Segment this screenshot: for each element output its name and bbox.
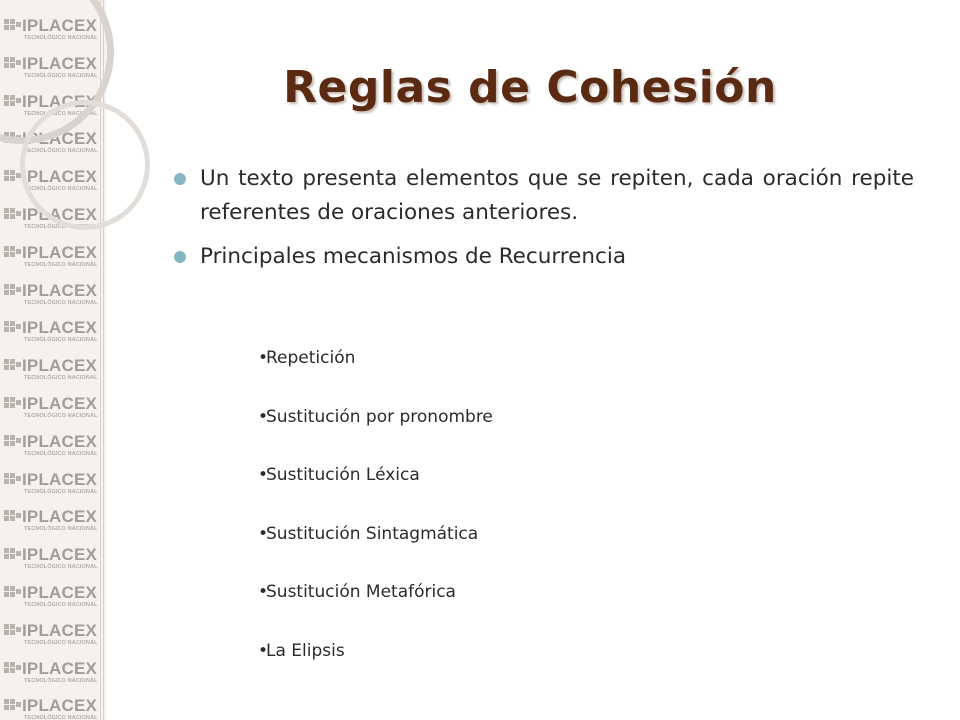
- brand-logo-text: IPLACEX: [22, 356, 98, 376]
- brand-logo-icon: [4, 624, 20, 638]
- brand-logo-text: IPLACEX: [22, 205, 98, 224]
- slide-title: Reglas de Cohesión: [283, 62, 777, 113]
- brand-logo-subtext: TECNOLÓGICO NACIONAL: [24, 639, 98, 646]
- brand-logo-text: IPLACEX: [22, 242, 98, 262]
- brand-logo-text: IPLACEX: [22, 545, 98, 565]
- brand-logo-subtext: TECNOLÓGICO NACIONAL: [24, 375, 98, 382]
- brand-logo-subtext: TECNOLÓGICO NACIONAL: [24, 564, 98, 571]
- list-item: [258, 346, 493, 405]
- brand-logo-icon: [4, 284, 20, 298]
- brand-logo-icon: [4, 321, 20, 335]
- list-item: [258, 522, 493, 581]
- brand-logo-text: IPLACEX: [22, 129, 98, 149]
- brand-logo-watermark: [2, 621, 104, 657]
- brand-logo-text: IPLACEX: [22, 280, 98, 300]
- sub-bullet-symbol: •: [258, 348, 269, 368]
- brand-logo-icon: [4, 510, 20, 524]
- brand-logo-subtext: TECNOLÓGICO NACIONAL: [24, 450, 98, 457]
- brand-logo-icon: [4, 662, 20, 676]
- brand-logo-text: IPLACEX: [22, 318, 98, 338]
- list-item: [258, 639, 493, 698]
- brand-logo-text: IPLACEX: [22, 469, 98, 489]
- bullet-dot-icon: [174, 173, 186, 185]
- sub-bullet-symbol: •: [258, 640, 269, 661]
- brand-logo-subtext: TECNOLÓGICO NACIONAL: [24, 148, 98, 155]
- brand-logo-subtext: TECNOLÓGICO NACIONAL: [24, 299, 98, 306]
- brand-logo-subtext: TECNOLÓGICO NACIONAL: [24, 715, 98, 720]
- brand-logo-icon: [4, 208, 20, 222]
- brand-logo-subtext: TECNOLÓGICO NACIONAL: [24, 72, 98, 79]
- recurrence-mechanism-list: [258, 346, 493, 697]
- bullet-text: Principales mecanismos de Recurrencia: [200, 244, 626, 269]
- brand-logo-text: IPLACEX: [22, 583, 98, 602]
- brand-logo-subtext: TECNOLÓGICO NACIONAL: [24, 337, 98, 344]
- bullet-text: Un texto presenta elementos que se repiten, cada oración repite referentes de oraciones anteriores.: [200, 166, 914, 225]
- brand-logo-watermark: [2, 659, 104, 695]
- brand-logo-subtext: TECNOLÓGICO NACIONAL: [24, 186, 98, 193]
- list-item: [258, 405, 493, 464]
- brand-logo-subtext: TECNOLÓGICO NACIONAL: [24, 602, 98, 608]
- brand-logo-text: IPLACEX: [22, 658, 98, 678]
- brand-logo-watermark: [2, 583, 104, 619]
- list-item-text: La Elipsis: [266, 640, 345, 661]
- list-item-text: Sustitución Metafórica: [266, 582, 456, 602]
- brand-logo-subtext: TECNOLÓGICO NACIONAL: [24, 526, 98, 533]
- brand-logo-icon: [4, 170, 20, 184]
- brand-logo-icon: [4, 397, 20, 411]
- list-item-text: Repetición: [266, 348, 356, 368]
- brand-logo-text: IPLACEX: [22, 91, 98, 111]
- brand-logo-icon: [4, 246, 20, 260]
- brand-logo-text: IPLACEX: [22, 620, 98, 640]
- brand-logo-subtext: TECNOLÓGICO NACIONAL: [24, 677, 98, 684]
- brand-logo-text: IPLACEX: [22, 16, 98, 35]
- list-item-text: Sustitución Léxica: [266, 465, 420, 485]
- brand-logo-icon: [4, 548, 20, 562]
- decorative-ring: [20, 100, 150, 230]
- brand-logo-subtext: TECNOLÓGICO NACIONAL: [24, 413, 98, 419]
- sub-bullet-symbol: •: [258, 465, 269, 485]
- brand-logo-watermark: [2, 394, 104, 430]
- brand-logo-text: IPLACEX: [22, 167, 98, 187]
- bullet-item: [172, 162, 914, 230]
- brand-logo-text: IPLACEX: [22, 53, 98, 73]
- brand-logo-icon: [4, 699, 20, 713]
- brand-logo-icon: [4, 359, 20, 373]
- brand-logo-watermark: [2, 470, 104, 506]
- brand-logo-text: IPLACEX: [22, 431, 98, 451]
- bullet-item: [172, 240, 914, 274]
- list-item: [258, 463, 493, 522]
- list-item-text: Sustitución por pronombre: [266, 406, 493, 427]
- brand-logo-watermark: [2, 696, 104, 720]
- list-item-text: Sustitución Sintagmática: [266, 523, 479, 544]
- brand-logo-icon: [4, 435, 20, 449]
- brand-logo-watermark: [2, 243, 104, 279]
- brand-logo-icon: [4, 586, 20, 600]
- brand-logo-watermark: [2, 545, 104, 581]
- sub-bullet-symbol: •: [258, 582, 269, 602]
- brand-logo-subtext: TECNOLÓGICO NACIONAL: [24, 110, 98, 117]
- list-item: [258, 580, 493, 639]
- main-bullet-list: [172, 162, 914, 284]
- sub-bullet-symbol: •: [258, 406, 269, 427]
- brand-logo-text: IPLACEX: [22, 696, 98, 716]
- brand-logo-subtext: TECNOLÓGICO NACIONAL: [24, 261, 98, 268]
- brand-logo-watermark: [2, 432, 104, 468]
- brand-logo-watermark: [2, 507, 104, 543]
- brand-logo-watermark: [2, 356, 104, 392]
- brand-logo-subtext: TECNOLÓGICO NACIONAL: [24, 35, 98, 41]
- sub-bullet-symbol: •: [258, 523, 269, 544]
- brand-logo-subtext: TECNOLÓGICO NACIONAL: [24, 488, 98, 495]
- bullet-dot-icon: [174, 251, 186, 263]
- brand-logo-subtext: TECNOLÓGICO NACIONAL: [24, 224, 98, 230]
- brand-logo-text: IPLACEX: [22, 394, 98, 413]
- brand-logo-text: IPLACEX: [22, 507, 98, 527]
- brand-logo-icon: [4, 473, 20, 487]
- brand-logo-watermark: [2, 318, 104, 354]
- brand-logo-watermark: [2, 281, 104, 317]
